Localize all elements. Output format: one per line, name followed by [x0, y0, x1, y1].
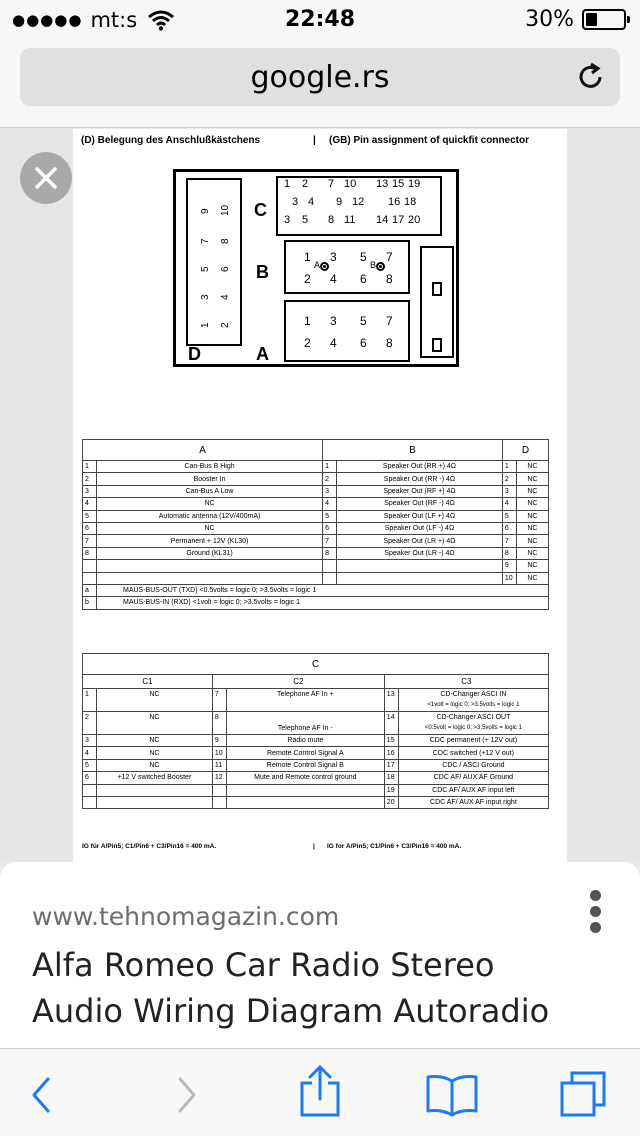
close-viewer-button[interactable] [20, 152, 72, 204]
table-cell: Can-Bus B High [97, 461, 323, 473]
note-letter: a [83, 584, 97, 596]
table-cell: 12 [212, 772, 226, 784]
table-cell: Speaker Out (LR -) 4Ω [337, 547, 503, 559]
d-pin-4: 4 [220, 294, 231, 300]
table-cell: +12 V switched Booster [97, 772, 213, 784]
table-row [83, 498, 549, 510]
table-cell: 8 [212, 712, 226, 735]
table-cell [398, 735, 548, 747]
b-pin-6: 6 [360, 272, 367, 286]
table-note-row [83, 597, 549, 609]
table-row [83, 510, 549, 522]
table-cell: 7 [323, 535, 337, 547]
b-pin-7: 7 [386, 250, 393, 264]
table-cell: 9 [502, 560, 516, 572]
a-pin-4: 4 [330, 336, 337, 350]
col-header-b: B [323, 440, 503, 461]
label-b: B [256, 262, 269, 282]
result-site[interactable]: www.tehnomagazin.com [32, 902, 340, 931]
cell-line: CDC AF/ AUX AF input right [430, 799, 517, 807]
table-cell [83, 796, 97, 808]
d-pin-3: 3 [200, 294, 211, 300]
table-cell [97, 784, 213, 796]
image-result-card[interactable] [0, 862, 640, 1048]
result-title[interactable]: Alfa Romeo Car Radio Stereo Audio Wiring Diagram Autoradio [32, 946, 550, 1030]
a-pin-5: 5 [360, 314, 367, 328]
table-note-row [83, 584, 549, 596]
table-cell: Automatic antenna (12V/400mA) [97, 510, 323, 522]
table-cell: NC [516, 535, 548, 547]
table-row [83, 772, 549, 784]
b-pin-3: 3 [330, 250, 337, 264]
c-pin-16: 16 [388, 196, 401, 208]
table-cell: NC [97, 522, 323, 534]
table-cell [323, 572, 337, 584]
col-header-c3: C3 [384, 675, 548, 689]
antenna-pin-top [432, 282, 442, 296]
col-header-c2: C2 [212, 675, 384, 689]
d-pin-7: 7 [200, 238, 211, 244]
cell-line: CDC switched (+12 V out) [432, 749, 514, 757]
forward-icon[interactable] [164, 1073, 208, 1117]
table-cell: NC [97, 712, 213, 735]
note-text: MAUS-BUS-OUT (TXD) <0.5volts = logic 0; >3.5volts = logic 1 [97, 584, 549, 596]
cell-subline: <1volt = logic 0; >3.5volts = logic 1 [427, 702, 520, 708]
d-pin-6: 6 [220, 266, 231, 272]
table-row [83, 473, 549, 485]
table-cell: Mute and Remote control ground [226, 772, 384, 784]
table-cell: Remote Control Signal A [226, 747, 384, 759]
table-cell [97, 796, 213, 808]
hole-b [376, 262, 385, 271]
table-cell: 9 [212, 735, 226, 747]
table-cell: 8 [323, 547, 337, 559]
table-cell: Speaker Out (LF +) 4Ω [337, 510, 503, 522]
connector-a [284, 300, 410, 362]
table-cell: NC [516, 522, 548, 534]
url-text[interactable]: google.rs [250, 60, 390, 95]
header-separator: | [313, 135, 316, 146]
table-cell: 4 [502, 498, 516, 510]
cell-line: CDC / ASCI Ground [442, 761, 505, 769]
d-pin-8: 8 [220, 238, 231, 244]
table-cell: 2 [83, 473, 97, 485]
table-cell: 7 [83, 535, 97, 547]
table-cell: Speaker Out (LR +) 4Ω [337, 535, 503, 547]
table-cell [212, 784, 226, 796]
table-cell: Permanent + 12V (KL30) [97, 535, 323, 547]
table-cell: 15 [384, 735, 398, 747]
table-cell [97, 560, 323, 572]
table-cell: NC [516, 510, 548, 522]
battery-fill [586, 13, 597, 26]
table-cell: Speaker Out (RR +) 4Ω [337, 461, 503, 473]
wiring-document [73, 129, 567, 862]
c-pin-20: 20 [408, 214, 421, 226]
table-cell: 5 [83, 510, 97, 522]
c-pin-12: 12 [352, 196, 365, 208]
table-cell: Can-Bus A Low [97, 485, 323, 497]
table-cell: 13 [384, 689, 398, 712]
table-cell: 8 [502, 547, 516, 559]
b-pin-4: 4 [330, 272, 337, 286]
c-pin-11: 11 [344, 214, 356, 226]
c-pin-17: 17 [392, 214, 405, 226]
table-cell [398, 772, 548, 784]
table-row [83, 522, 549, 534]
address-bar[interactable] [20, 48, 620, 106]
table-cell: 6 [502, 522, 516, 534]
tabs-icon[interactable] [558, 1069, 608, 1119]
table-c-title: C [83, 654, 549, 675]
label-c: C [254, 200, 267, 220]
table-cell [398, 784, 548, 796]
table-cell: 18 [384, 772, 398, 784]
table-row [83, 784, 549, 796]
table-cell: Speaker Out (LF -) 4Ω [337, 522, 503, 534]
table-cell: 4 [83, 747, 97, 759]
table-cell: 14 [384, 712, 398, 735]
col-header-c1: C1 [83, 675, 213, 689]
label-d: D [188, 344, 201, 364]
share-icon[interactable] [298, 1065, 342, 1117]
reload-icon[interactable] [576, 62, 606, 92]
table-cell: Ground (KL31) [97, 547, 323, 559]
clock: 22:48 [284, 7, 356, 32]
table-cell: NC [97, 735, 213, 747]
table-cell: NC [516, 473, 548, 485]
table-row [83, 461, 549, 473]
cell-subline: <0.5volt = logic 0; >3.5volts = logic 1 [424, 725, 522, 731]
antenna-pin-bottom [432, 338, 442, 352]
label-a: A [256, 344, 269, 364]
a-pin-6: 6 [360, 336, 367, 350]
table-cell: NC [516, 560, 548, 572]
note-letter: b [83, 597, 97, 609]
battery-percent: 30% [525, 7, 574, 32]
table-cell: 5 [83, 759, 97, 771]
close-icon[interactable] [20, 152, 72, 204]
footnote-gb: IG for A/Pin5; C1/Pin6 + C3/Pin16 = 400 mA. [327, 843, 462, 850]
table-cell [398, 796, 548, 808]
table-cell: 8 [83, 547, 97, 559]
c-pin-14: 14 [376, 214, 389, 226]
table-cell: 17 [384, 759, 398, 771]
d-pin-5: 5 [200, 266, 211, 272]
table-cell: 20 [384, 796, 398, 808]
table-cell: 2 [323, 473, 337, 485]
table-row [83, 560, 549, 572]
cell-line: CDC AF/ AUX AF Ground [433, 774, 514, 782]
table-cell: NC [97, 689, 213, 712]
c-pin-5: 5 [302, 214, 309, 226]
table-cell: NC [516, 461, 548, 473]
header-gb: (GB) Pin assignment of quickfit connector [329, 135, 530, 146]
pin-table-c [82, 653, 549, 809]
table-cell [226, 796, 384, 808]
table-cell: 10 [502, 572, 516, 584]
note-text: MAUS-BUS-IN (RXD) <1volt = logic 0; >3.5volts = logic 1 [97, 597, 549, 609]
image-viewer[interactable] [0, 129, 640, 862]
c-pin-10: 10 [344, 178, 357, 190]
table-cell [83, 784, 97, 796]
table-cell: 7 [212, 689, 226, 712]
cell-line: CD-Changer ASCI IN [440, 691, 507, 698]
table-row [83, 689, 549, 712]
signal-strength-icon: ●●●●● [12, 11, 83, 29]
c-pin-8: 8 [328, 214, 335, 226]
footnote-de: IG für A/Pin5; C1/Pin6 + C3/Pin16 = 400 mA. [82, 843, 217, 850]
battery-info [525, 7, 626, 32]
table-cell: 7 [502, 535, 516, 547]
pin-table-abd-body [83, 461, 549, 610]
table-cell: 5 [502, 510, 516, 522]
col-header-a: A [83, 440, 323, 461]
table-row [83, 759, 549, 771]
cell-line: CDC permanent (+ 12V out) [429, 737, 518, 745]
table-row [83, 535, 549, 547]
c-pin-3: 3 [292, 196, 299, 208]
b-pin-8: 8 [386, 272, 393, 286]
table-cell: Telephone AF In + [226, 689, 384, 712]
c-pin-18: 18 [404, 196, 417, 208]
carrier-name: mt:s [90, 8, 138, 32]
footnote-separator: | [313, 843, 315, 850]
table-cell: 4 [323, 498, 337, 510]
browser-toolbar [0, 1048, 640, 1136]
table-cell: NC [97, 747, 213, 759]
c-pin-9: 9 [336, 196, 343, 208]
table-cell: 19 [384, 784, 398, 796]
table-cell: Radio mute [226, 735, 384, 747]
table-cell: 2 [83, 712, 97, 735]
battery-icon [582, 9, 626, 30]
table-cell: Speaker Out (RR -) 4Ω [337, 473, 503, 485]
pin-table-abd [82, 439, 549, 610]
table-cell [398, 712, 548, 735]
cell-line: CD-Changer ASCI OUT [436, 714, 511, 721]
pin-table-c-body [83, 689, 549, 809]
table-cell: 3 [83, 735, 97, 747]
table-row [83, 547, 549, 559]
table-cell: Speaker Out (RF +) 4Ω [337, 485, 503, 497]
bookmarks-icon[interactable] [424, 1073, 480, 1117]
c-pin-7: 7 [328, 178, 335, 190]
b-pin-2: 2 [304, 272, 311, 286]
table-cell: Telephone AF In - [226, 712, 384, 735]
hole-a [320, 262, 329, 271]
table-cell: 1 [83, 689, 97, 712]
table-cell [83, 560, 97, 572]
table-cell: 4 [83, 498, 97, 510]
table-cell: NC [516, 547, 548, 559]
table-row [83, 735, 549, 747]
c-pin-19: 19 [408, 178, 421, 190]
table-cell: 10 [212, 747, 226, 759]
d-pin-2: 2 [220, 322, 231, 328]
browser-header [0, 40, 640, 128]
table-row [83, 796, 549, 808]
b-pin-1: 1 [304, 250, 311, 264]
table-cell: 3 [323, 485, 337, 497]
table-row [83, 747, 549, 759]
table-cell: NC [516, 498, 548, 510]
table-row [83, 712, 549, 735]
table-cell: 3 [502, 485, 516, 497]
table-cell [337, 572, 503, 584]
table-cell: Speaker Out (RF -) 4Ω [337, 498, 503, 510]
table-cell: NC [516, 485, 548, 497]
connector-d [186, 178, 242, 346]
table-cell: 1 [502, 461, 516, 473]
hole-b-label: B [370, 260, 377, 270]
b-pin-5: 5 [360, 250, 367, 264]
table-cell: 1 [83, 461, 97, 473]
hole-a-label: A [314, 260, 321, 270]
a-pin-8: 8 [386, 336, 393, 350]
c-pin-13: 13 [376, 178, 389, 190]
table-cell: Remote Control Signal B [226, 759, 384, 771]
table-cell [212, 796, 226, 808]
table-cell [398, 759, 548, 771]
d-pin-1: 1 [200, 322, 211, 328]
table-cell: 2 [502, 473, 516, 485]
cell-line: CDC AF/ AUX AF input left [432, 786, 515, 794]
more-icon[interactable] [590, 890, 602, 934]
header-de: (D) Belegung des Anschlußkästchens [81, 135, 261, 146]
table-cell: Booster In [97, 473, 323, 485]
table-cell: 3 [83, 485, 97, 497]
table-cell: 16 [384, 747, 398, 759]
d-pin-9: 9 [200, 208, 211, 214]
d-pin-10: 10 [220, 204, 231, 216]
table-cell [398, 689, 548, 712]
status-bar [0, 0, 640, 40]
table-cell [83, 572, 97, 584]
c-pin-2: 2 [302, 178, 309, 190]
back-icon[interactable] [20, 1073, 64, 1117]
table-cell: 6 [323, 522, 337, 534]
col-header-d: D [502, 440, 548, 461]
c-pin-1: 1 [284, 178, 291, 190]
table-cell: 11 [212, 759, 226, 771]
a-pin-3: 3 [330, 314, 337, 328]
table-row [83, 572, 549, 584]
a-pin-7: 7 [386, 314, 393, 328]
table-cell: 6 [83, 522, 97, 534]
table-cell [226, 784, 384, 796]
table-cell: NC [516, 572, 548, 584]
c-pin-15: 15 [392, 178, 405, 190]
table-cell: 5 [323, 510, 337, 522]
c-pin-3b: 3 [284, 214, 291, 226]
table-cell: 6 [83, 772, 97, 784]
table-cell [323, 560, 337, 572]
table-cell [337, 560, 503, 572]
table-cell [97, 572, 323, 584]
table-cell: 1 [323, 461, 337, 473]
a-pin-1: 1 [304, 314, 311, 328]
table-cell: NC [97, 498, 323, 510]
a-pin-2: 2 [304, 336, 311, 350]
connector-diagram [173, 169, 459, 367]
table-cell [398, 747, 548, 759]
c-pin-4: 4 [308, 196, 315, 208]
table-cell: NC [97, 759, 213, 771]
table-row [83, 485, 549, 497]
